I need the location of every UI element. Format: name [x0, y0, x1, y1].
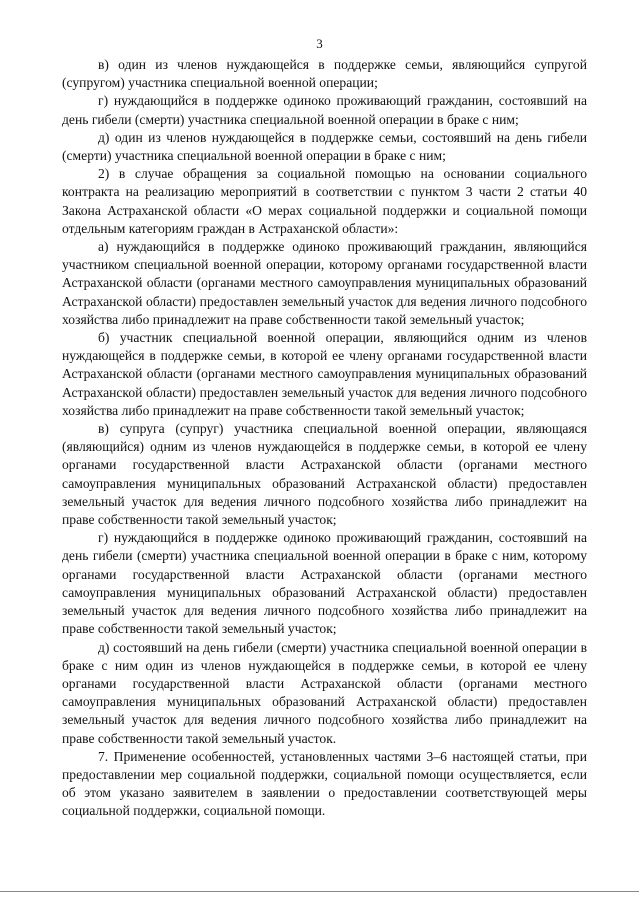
page-number: 3: [316, 36, 323, 51]
paragraph-2d: д) состоявший на день гибели (смерти) участника специальной военной операции в браке с ним один из членов нуждающейся в поддержке семьи, в которой ее члену органами государственной власти Астраханской области (органами местного самоуправления муниципальных образований Астраханской области) предоставлен земельный участок для ведения личного подсобного хозяйства либо принадлежит на праве собственности такой земельный участок.: [62, 639, 587, 746]
paragraph-3v: в) один из членов нуждающейся в поддержке семьи, являющийся супругой (супругом) участника специальной военной операции;: [62, 57, 587, 91]
paragraph-7: 7. Применение особенностей, установленных частями 3–6 настоящей статьи, при предоставлении мер социальной поддержки, социальной помощи осуществляется, если об этом указано заявителем в заявлении о предоставлении соответствующей меры социальной поддержки, социальной помощи.: [62, 748, 587, 819]
paragraph-2a: а) нуждающийся в поддержке одиноко проживающий гражданин, являющийся участником специальной военной операции, которому органами государственной власти Астраханской области (органами местного самоуправления муниципальных образований Астраханской области) предоставлен земельный участок для ведения личного подсобного хозяйства либо принадлежит на праве собственности такой земельный участок;: [62, 239, 587, 327]
document-body: [62, 56, 587, 821]
paragraph-2: 2) в случае обращения за социальной помощью на основании социального контракта на реализацию мероприятий в соответствии с пунктом 3 части 2 статьи 40 Закона Астраханской области «О мерах социальной поддержки и социальной помощи отдельным категориям граждан в Астраханской области»:: [62, 166, 587, 236]
paragraph-2g: г) нуждающийся в поддержке одиноко проживающий гражданин, состоявший на день гибели (смерти) участника специальной военной операции в браке с ним, которому органами государственной власти Астраханской области (органами местного самоуправления муниципальных образований Астраханской области) предоставлен земельный участок для ведения личного подсобного хозяйства либо принадлежит на праве собственности такой земельный участок;: [62, 530, 587, 637]
paragraph-3d: д) один из членов нуждающейся в поддержке семьи, состоявший на день гибели (смерти) участника специальной военной операции в браке с ним;: [62, 129, 587, 164]
page-bottom-rule: [0, 891, 639, 892]
paragraph-2v: в) супруга (супруг) участника специальной военной операции, являющаяся (являющийся) одним из членов нуждающейся в поддержке семьи, в которой ее члену органами государственной власти Астраханской области (органами местного самоуправления муниципальных образований Астраханской области) предоставлен земельный участок для ведения личного подсобного хозяйства либо принадлежит на праве собственности такой земельный участок;: [62, 421, 587, 528]
paragraph-3g: г) нуждающийся в поддержке одиноко проживающий гражданин, состоявший на день гибели (смерти) участника специальной военной операции в браке с ним;: [62, 93, 587, 127]
paragraph-2b: б) участник специальной военной операции, являющийся одним из членов нуждающейся в поддержке семьи, в которой ее члену органами государственной власти Астраханской области (органами местного самоуправления муниципальных образований Астраханской области) предоставлен земельный участок для ведения личного подсобного хозяйства либо принадлежит на праве собственности такой земельный участок;: [62, 330, 587, 418]
